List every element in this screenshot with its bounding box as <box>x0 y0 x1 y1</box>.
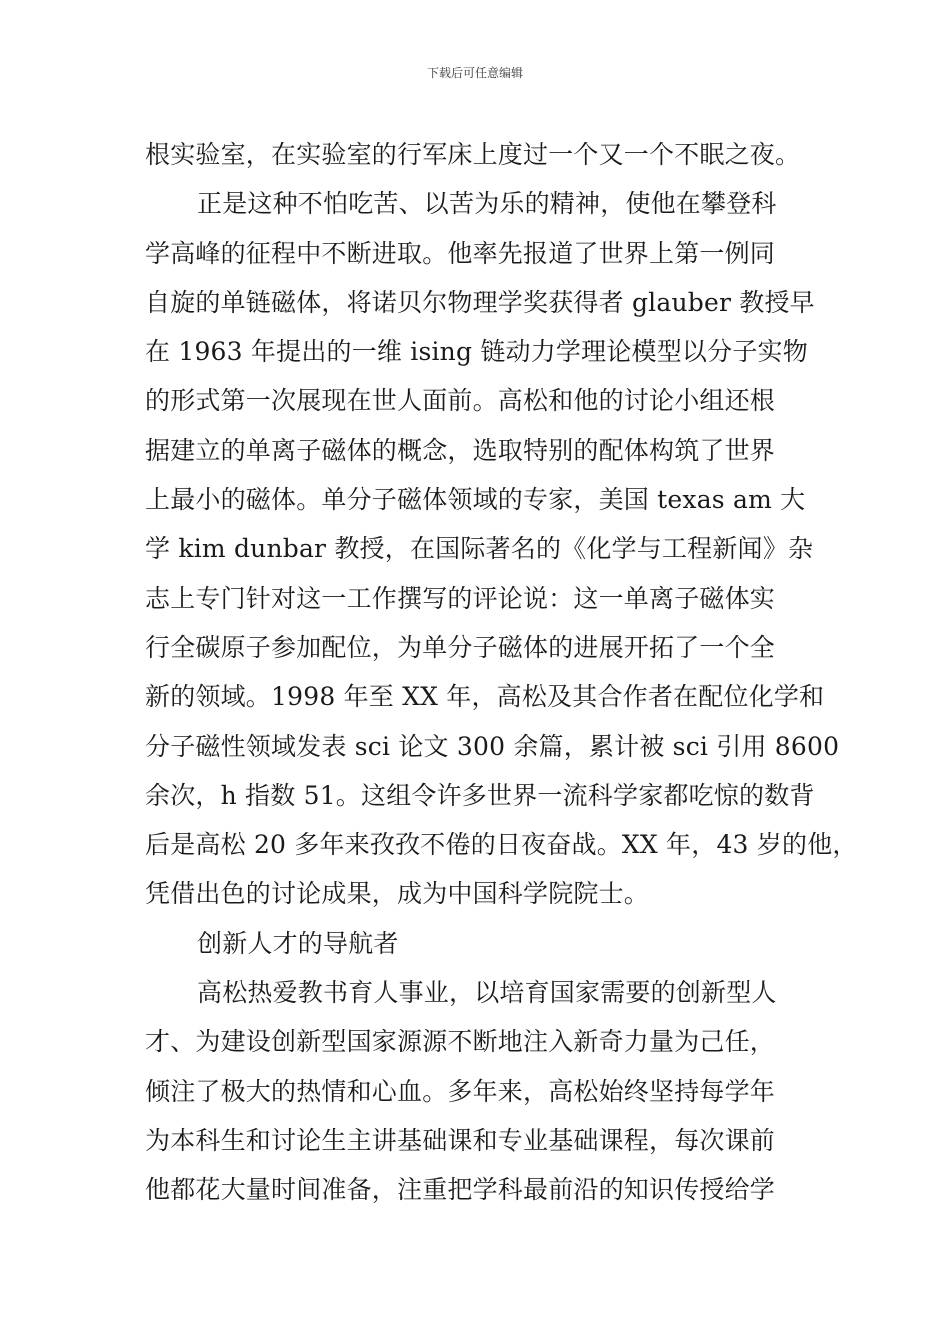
text-line-4: 自旋的单链磁体，将诺贝尔物理学奖获得者 glauber 教授早 <box>145 287 815 317</box>
text-line-21: 为本科生和讨论生主讲基础课和专业基础课程，每次课前 <box>145 1125 776 1155</box>
text-line-20: 倾注了极大的热情和心血。多年来，高松始终坚持每学年 <box>145 1076 776 1106</box>
text-line-2: 正是这种不怕吃苦、以苦为乐的精神，使他在攀登科 <box>197 189 777 219</box>
section-heading: 创新人才的导航者 <box>197 928 399 958</box>
text-line-22: 他都花大量时间准备，注重把学科最前沿的知识传授给学 <box>145 1175 776 1205</box>
text-line-6: 的形式第一次展现在世人面前。高松和他的讨论小组还根 <box>145 386 776 416</box>
text-line-1: 根实验室，在实验室的行军床上度过一个又一个不眠之夜。 <box>145 140 801 169</box>
text-line-16: 凭借出色的讨论成果，成为中国科学院院士。 <box>145 879 650 909</box>
page-header: 下载后可任意编辑 <box>426 66 523 80</box>
text-line-7: 据建立的单离子磁体的概念，选取特别的配体构筑了世界 <box>145 435 776 465</box>
text-line-5: 在 1963 年提出的一维 ising 链动力学理论模型以分子实物 <box>145 337 808 367</box>
text-line-18: 高松热爱教书育人事业，以培育国家需要的创新型人 <box>197 978 777 1008</box>
text-line-3: 学高峰的征程中不断进取。他率先报道了世界上第一例同 <box>145 238 776 268</box>
text-line-9: 学 kim dunbar 教授，在国际著名的《化学与工程新闻》杂 <box>145 534 814 564</box>
text-line-15: 后是高松 20 多年来孜孜不倦的日夜奋战。XX 年，43 岁的他， <box>145 830 858 860</box>
text-line-14: 余次，h 指数 51。这组令许多世界一流科学家都吃惊的数背 <box>145 780 815 810</box>
text-line-11: 行全碳原子参加配位，为单分子磁体的进展开拓了一个全 <box>145 632 776 662</box>
text-line-10: 志上专门针对这一工作撰写的评论说：这一单离子磁体实 <box>145 583 776 613</box>
text-line-19: 才、为建设创新型国家源源不断地注入新奇力量为己任， <box>145 1027 776 1057</box>
document-body <box>145 130 858 1215</box>
text-line-12: 新的领域。1998 年至 XX 年，高松及其合作者在配位化学和 <box>145 682 825 712</box>
text-line-13: 分子磁性领域发表 sci 论文 300 余篇，累计被 sci 引用 8600 <box>145 731 840 761</box>
text-line-8: 上最小的磁体。单分子磁体领域的专家，美国 texas am 大 <box>145 485 806 515</box>
